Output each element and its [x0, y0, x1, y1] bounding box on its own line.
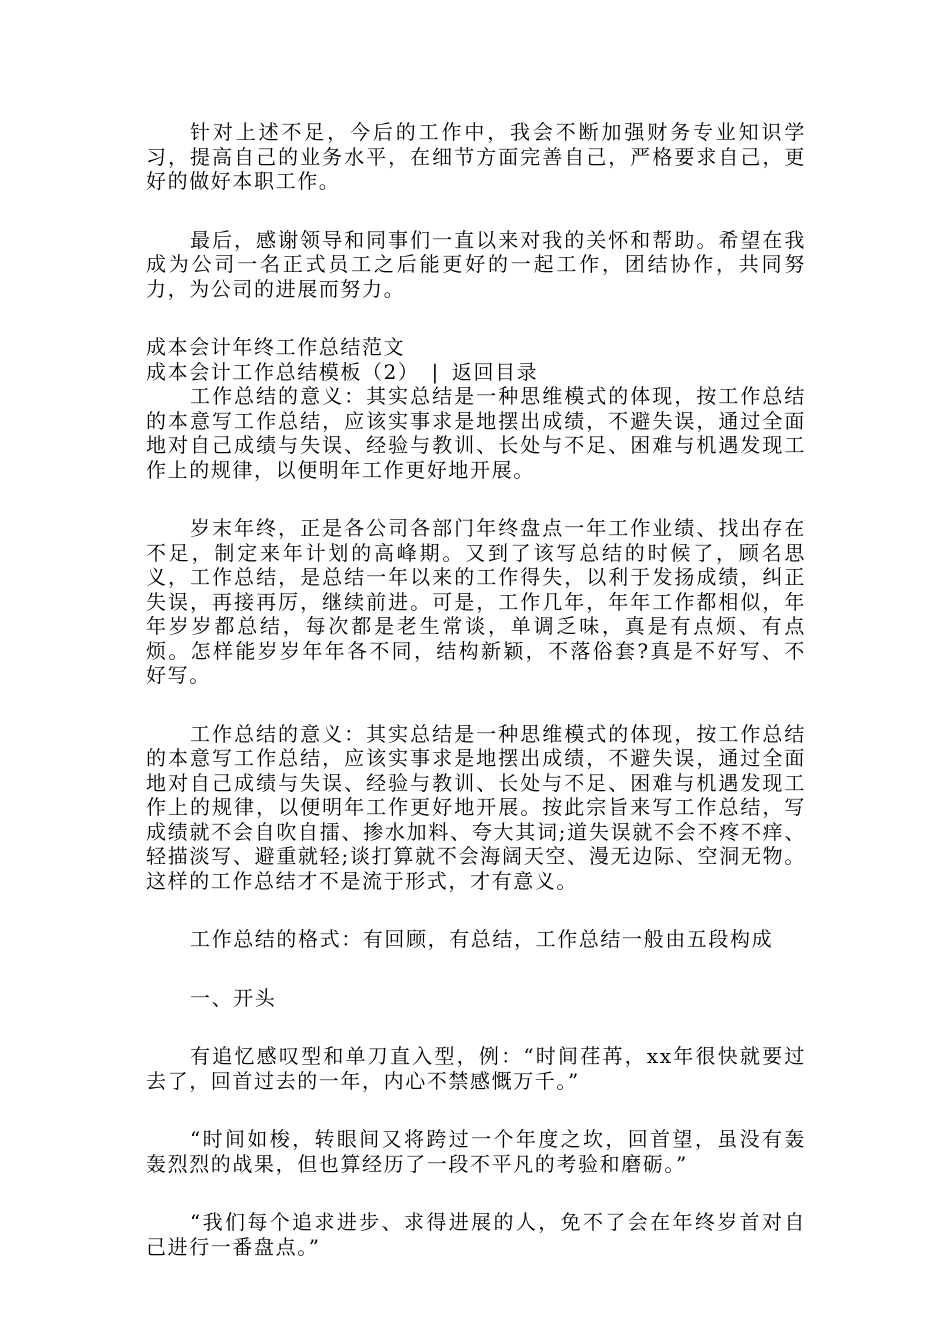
document-page [146, 120, 806, 1259]
paragraph-year-end: 岁末年终，正是各公司各部门年终盘点一年工作业绩、找出存在不足，制定来年计划的高峰期。又到了该写总结的时候了，顾名思义，工作总结，是总结一年以来的工作得失，以利于发扬成绩，纠正失误，再接再厉，继续前进。可是，工作几年，年年工作都相似，年年岁岁都总结，每次都是老生常谈，单调乏味，真是有点烦、有点烦。怎样能岁岁年年各不同，结构新颖，不落俗套?真是不好写、不好写。 [146, 516, 806, 687]
section-title: 成本会计年终工作总结范文 [146, 335, 406, 359]
paragraph-meaning-extended: 工作总结的意义：其实总结是一种思维模式的体现，按工作总结的本意写工作总结，应该实事求是地摆出成绩，不避失误，通过全面地对自己成绩与失误、经验与教训、长处与不足、困难与机遇发现工作上的规律，以便明年工作更好地开展。按此宗旨来写工作总结，写成绩就不会自吹自擂、掺水加料、夸大其词;道失误就不会不疼不痒、轻描淡写、避重就轻;谈打算就不会海阔天空、漫无边际、空洞无物。这样的工作总结才不是流于形式，才有意义。 [146, 721, 806, 893]
back-to-contents-link[interactable]: 返回目录 [451, 359, 539, 384]
paragraph-opening-heading: 一、开头 [190, 985, 277, 1010]
paragraph-opening-example-3: “我们每个追求进步、求得进展的人，免不了会在年终岁首对自己进行一番盘点。” [146, 1210, 806, 1259]
paragraph-format: 工作总结的格式：有回顾，有总结，工作总结一般由五段构成 [190, 927, 774, 951]
paragraph-improvement: 针对上述不足，今后的工作中，我会不断加强财务专业知识学习，提高自己的业务水平，在细节方面完善自己，严格要求自己，更好的做好本职工作。 [146, 120, 806, 193]
template-link[interactable]: 成本会计工作总结模板（2） [146, 359, 420, 384]
paragraph-opening-example-1: 有追忆感叹型和单刀直入型，例：“时间荏苒，xx年很快就要过去了，回首过去的一年，内心不禁感慨万千。” [146, 1044, 806, 1093]
paragraph-meaning: 工作总结的意义：其实总结是一种思维模式的体现，按工作总结的本意写工作总结，应该实事求是地摆出成绩，不避失误，通过全面地对自己成绩与失误、经验与教训、长处与不足、困难与机遇发现工作上的规律，以便明年工作更好地开展。 [146, 384, 806, 482]
nav-separator: | [431, 359, 440, 384]
paragraph-opening-example-2: “时间如梭，转眼间又将跨过一个年度之坎，回首望，虽没有轰轰烈烈的战果，但也算经历了一段不平凡的考验和磨砺。” [146, 1127, 806, 1176]
paragraph-thanks: 最后，感谢领导和同事们一直以来对我的关怀和帮助。希望在我成为公司一名正式员工之后能更好的一起工作，团结协作，共同努力，为公司的进展而努力。 [146, 227, 806, 301]
nav-line [146, 360, 806, 385]
